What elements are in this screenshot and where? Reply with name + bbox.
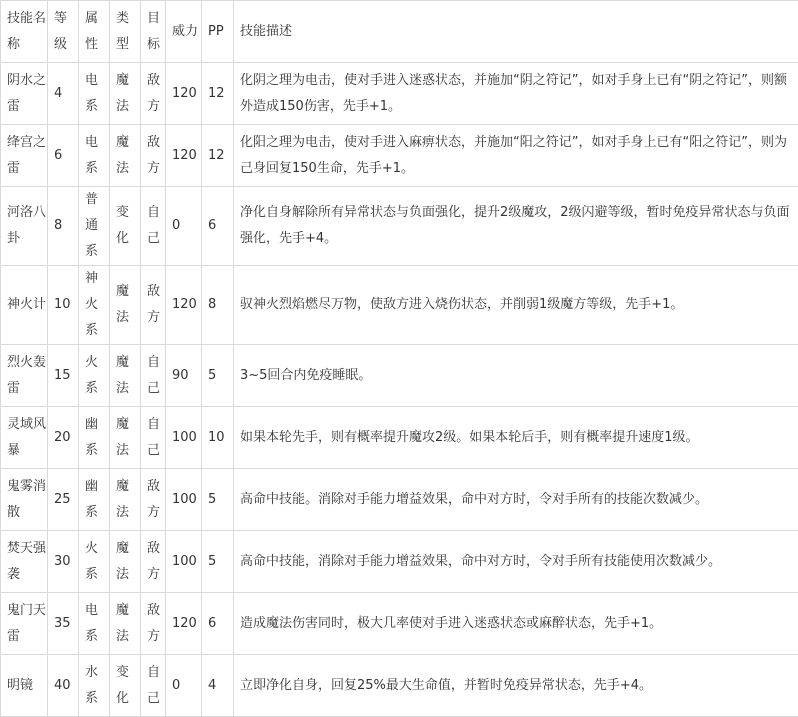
skill-name-cell (1, 345, 48, 407)
skill-level-cell-text: 10 (54, 297, 71, 312)
skill-desc-cell-text: 高命中技能。消除对手能力增益效果，命中对方时，令对手所有的技能次数减少。 (240, 492, 708, 507)
skill-name-cell-text: 神火计 (7, 292, 47, 318)
skill-type-cell-text: 魔法 (116, 279, 138, 331)
skill-desc-cell-text: 净化自身解除所有异常状态与负面强化，提升2级魔攻，2级闪避等级，暂时免疫异常状态与负面强化，先手+4。 (240, 205, 790, 246)
skill-level-cell (48, 593, 79, 655)
skill-power-cell (166, 593, 202, 655)
header-attr-text: 属性 (85, 6, 107, 58)
skill-pp-cell-text: 12 (208, 148, 225, 163)
skill-type-cell (110, 345, 141, 407)
skill-target-cell-text: 敌方 (147, 474, 163, 526)
skill-name-cell-text: 焚天强袭 (7, 536, 47, 588)
skill-pp-cell (202, 655, 234, 717)
skill-pp-cell (202, 407, 234, 469)
skill-name-cell-text: 灵域风暴 (7, 412, 47, 464)
skill-name-cell (1, 266, 48, 345)
skill-desc-cell-text: 造成魔法伤害同时，极大几率使对手进入迷惑状态或麻醉状态，先手+1。 (240, 616, 662, 631)
skill-type-cell (110, 655, 141, 717)
table-row (1, 187, 798, 266)
skill-desc-cell-text: 高命中技能，消除对手能力增益效果，命中对方时，令对手所有技能使用次数减少。 (240, 554, 721, 569)
skill-attr-cell (79, 593, 110, 655)
skill-desc-cell (234, 469, 798, 531)
header-type-text: 类型 (116, 6, 138, 58)
skill-type-cell-text: 变化 (116, 660, 138, 712)
skill-power-cell (166, 63, 202, 125)
skill-type-cell (110, 469, 141, 531)
skill-level-cell-text: 30 (54, 554, 71, 569)
header-desc (234, 1, 798, 63)
skill-name-cell (1, 407, 48, 469)
table-row (1, 593, 798, 655)
skill-attr-cell-text: 火系 (85, 350, 107, 402)
skill-target-cell (141, 125, 166, 187)
skill-attr-cell (79, 125, 110, 187)
skill-power-cell (166, 187, 202, 266)
skill-desc-cell (234, 345, 798, 407)
skill-name-cell (1, 531, 48, 593)
header-name-text: 技能名称 (7, 6, 47, 58)
header-pp-text: PP (208, 24, 224, 39)
skill-target-cell (141, 407, 166, 469)
skill-name-cell-text: 鬼门天雷 (7, 598, 47, 650)
table-row (1, 531, 798, 593)
skill-level-cell-text: 6 (54, 148, 62, 163)
skill-pp-cell-text: 8 (208, 297, 216, 312)
skill-target-cell-text: 敌方 (147, 598, 163, 650)
skill-power-cell-text: 100 (172, 430, 197, 445)
skill-level-cell (48, 266, 79, 345)
skill-level-cell-text: 15 (54, 368, 71, 383)
skill-power-cell-text: 100 (172, 554, 197, 569)
skill-desc-cell-text: 化阴之理为电击，使对手进入迷惑状态，并施加“阴之符记”，如对手身上已有“阴之符记”，则额外造成150伤害，先手+1。 (240, 73, 787, 114)
skill-attr-cell-text: 火系 (85, 536, 107, 588)
skill-pp-cell-text: 5 (208, 554, 216, 569)
skill-level-cell-text: 35 (54, 616, 71, 631)
skill-pp-cell (202, 187, 234, 266)
skill-attr-cell (79, 469, 110, 531)
skill-level-cell (48, 407, 79, 469)
table-row (1, 63, 798, 125)
skill-power-cell (166, 266, 202, 345)
skill-desc-cell-text: 化阳之理为电击，使对手进入麻痹状态，并施加“阳之符记”，如对手身上已有“阳之符记”，则为己身回复150生命，先手+1。 (240, 135, 787, 176)
skill-name-cell (1, 187, 48, 266)
skill-attr-cell (79, 266, 110, 345)
skill-type-cell-text: 魔法 (116, 536, 138, 588)
skill-attr-cell-text: 神火系 (85, 266, 107, 344)
skill-type-cell-text: 魔法 (116, 598, 138, 650)
header-power-text: 威力 (172, 19, 199, 45)
skill-desc-cell (234, 63, 798, 125)
skill-attr-cell (79, 407, 110, 469)
skill-name-cell-text: 烈火轰雷 (7, 350, 47, 402)
skill-desc-cell (234, 655, 798, 717)
skill-type-cell-text: 魔法 (116, 412, 138, 464)
skill-target-cell (141, 469, 166, 531)
table-row (1, 469, 798, 531)
skill-desc-cell-text: 立即净化自身，回复25%最大生命值，并暂时免疫异常状态，先手+4。 (240, 678, 652, 693)
skill-pp-cell-text: 6 (208, 616, 216, 631)
skill-desc-cell-text: 3~5回合内免疫睡眠。 (240, 368, 371, 383)
skill-desc-cell (234, 593, 798, 655)
skill-level-cell (48, 655, 79, 717)
skill-power-cell-text: 100 (172, 492, 197, 507)
skill-desc-cell (234, 407, 798, 469)
skill-type-cell (110, 593, 141, 655)
skill-pp-cell-text: 6 (208, 218, 216, 233)
skill-power-cell (166, 125, 202, 187)
skill-pp-cell (202, 63, 234, 125)
skill-attr-cell-text: 电系 (85, 598, 107, 650)
skill-name-cell (1, 655, 48, 717)
skill-type-cell-text: 魔法 (116, 68, 138, 120)
skill-pp-cell (202, 469, 234, 531)
skill-type-cell-text: 变化 (116, 200, 138, 252)
skill-pp-cell-text: 10 (208, 430, 225, 445)
skill-power-cell-text: 0 (172, 678, 180, 693)
skill-pp-cell (202, 266, 234, 345)
header-name (1, 1, 48, 63)
skill-power-cell-text: 120 (172, 616, 197, 631)
skill-level-cell (48, 345, 79, 407)
skill-type-cell-text: 魔法 (116, 130, 138, 182)
skill-desc-cell (234, 531, 798, 593)
skill-attr-cell-text: 电系 (85, 130, 107, 182)
skill-target-cell-text: 敌方 (147, 68, 163, 120)
skill-name-cell-text: 河洛八卦 (7, 200, 47, 252)
table-row (1, 266, 798, 345)
skill-pp-cell-text: 5 (208, 492, 216, 507)
skill-desc-cell-text: 驭神火烈焰燃尽万物，使敌方进入烧伤状态，并削弱1级魔方等级，先手+1。 (240, 297, 683, 312)
skill-level-cell-text: 25 (54, 492, 71, 507)
table-row (1, 655, 798, 717)
skill-type-cell (110, 407, 141, 469)
skill-name-cell-text: 阴水之雷 (7, 68, 47, 120)
skill-pp-cell-text: 12 (208, 86, 225, 101)
header-level (48, 1, 79, 63)
header-target-text: 目标 (147, 6, 163, 58)
skill-level-cell (48, 187, 79, 266)
skill-type-cell (110, 531, 141, 593)
skill-power-cell-text: 120 (172, 148, 197, 163)
table-row (1, 125, 798, 187)
skill-attr-cell (79, 531, 110, 593)
skill-attr-cell-text: 电系 (85, 68, 107, 120)
skill-type-cell (110, 266, 141, 345)
skill-attr-cell (79, 187, 110, 266)
skill-level-cell-text: 8 (54, 218, 62, 233)
skill-power-cell-text: 120 (172, 297, 197, 312)
table-row (1, 345, 798, 407)
skill-target-cell-text: 敌方 (147, 279, 163, 331)
skill-attr-cell (79, 345, 110, 407)
skill-name-cell-text: 鬼雾消散 (7, 474, 47, 526)
skill-target-cell-text: 敌方 (147, 536, 163, 588)
skill-pp-cell (202, 125, 234, 187)
header-attr (79, 1, 110, 63)
skill-target-cell-text: 自己 (147, 350, 163, 402)
skill-attr-cell-text: 幽系 (85, 474, 107, 526)
skill-pp-cell (202, 531, 234, 593)
skill-power-cell (166, 531, 202, 593)
skill-pp-cell-text: 4 (208, 678, 216, 693)
skill-level-cell-text: 40 (54, 678, 71, 693)
skill-type-cell (110, 125, 141, 187)
skill-attr-cell-text: 水系 (85, 660, 107, 712)
table-row (1, 407, 798, 469)
skill-pp-cell (202, 345, 234, 407)
skill-target-cell-text: 自己 (147, 660, 163, 712)
skill-attr-cell (79, 655, 110, 717)
skill-attr-cell-text: 幽系 (85, 412, 107, 464)
header-target (141, 1, 166, 63)
skill-pp-cell-text: 5 (208, 368, 216, 383)
header-pp (202, 1, 234, 63)
skill-target-cell (141, 655, 166, 717)
skill-power-cell (166, 345, 202, 407)
skill-name-cell (1, 469, 48, 531)
skill-desc-cell (234, 125, 798, 187)
skill-power-cell (166, 407, 202, 469)
skill-power-cell (166, 469, 202, 531)
skill-target-cell-text: 自己 (147, 200, 163, 252)
skill-target-cell (141, 531, 166, 593)
skill-type-cell (110, 187, 141, 266)
table-header-row (1, 1, 798, 63)
skill-desc-cell (234, 187, 798, 266)
skill-level-cell-text: 20 (54, 430, 71, 445)
skill-target-cell (141, 345, 166, 407)
skill-level-cell-text: 4 (54, 86, 62, 101)
skill-power-cell (166, 655, 202, 717)
skill-desc-cell-text: 如果本轮先手，则有概率提升魔攻2级。如果本轮后手，则有概率提升速度1级。 (240, 430, 699, 445)
skill-level-cell (48, 469, 79, 531)
skill-target-cell-text: 自己 (147, 412, 163, 464)
skill-type-cell-text: 魔法 (116, 474, 138, 526)
skill-level-cell (48, 531, 79, 593)
skill-power-cell-text: 0 (172, 218, 180, 233)
skill-power-cell-text: 90 (172, 368, 189, 383)
header-desc-text: 技能描述 (240, 24, 292, 39)
skill-attr-cell (79, 63, 110, 125)
skill-table-body (1, 63, 798, 717)
skill-name-cell (1, 63, 48, 125)
skill-attr-cell-text: 普通系 (85, 187, 107, 265)
skill-name-cell (1, 125, 48, 187)
skill-name-cell-text: 明镜 (7, 673, 47, 699)
skill-target-cell (141, 63, 166, 125)
header-power (166, 1, 202, 63)
skill-power-cell-text: 120 (172, 86, 197, 101)
skill-level-cell (48, 125, 79, 187)
skill-desc-cell (234, 266, 798, 345)
skill-type-cell-text: 魔法 (116, 350, 138, 402)
skill-target-cell (141, 187, 166, 266)
skill-name-cell-text: 绛宫之雷 (7, 130, 47, 182)
skill-type-cell (110, 63, 141, 125)
skill-pp-cell (202, 593, 234, 655)
skill-name-cell (1, 593, 48, 655)
header-level-text: 等级 (54, 6, 76, 58)
skill-target-cell (141, 266, 166, 345)
header-type (110, 1, 141, 63)
skill-target-cell-text: 敌方 (147, 130, 163, 182)
skill-target-cell (141, 593, 166, 655)
skill-level-cell (48, 63, 79, 125)
